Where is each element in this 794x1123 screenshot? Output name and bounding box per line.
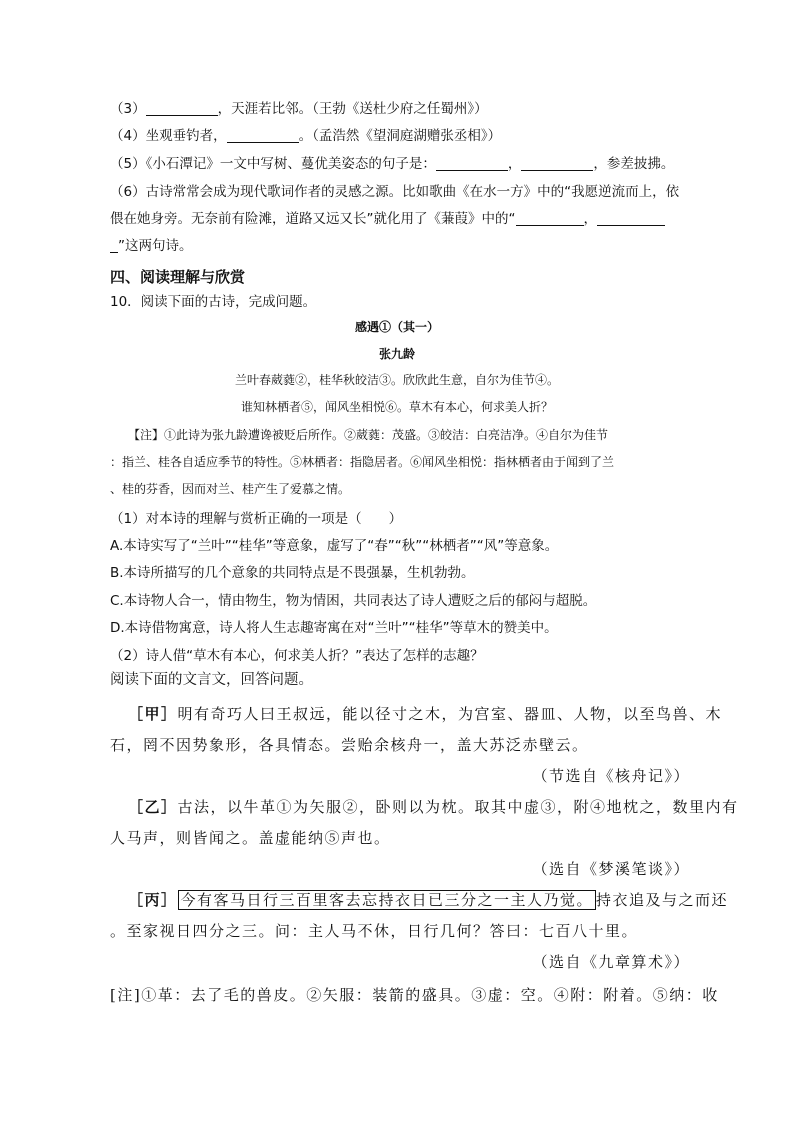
answer-blank[interactable] [227, 128, 299, 143]
passage-yi-text-1: 古法，以牛革①为矢服②，卧则以为枕。取其中虚③，附④地枕之，数里内有 [177, 798, 739, 816]
option-a[interactable]: A.本诗实写了“兰叶”“桂华”等意象，虚写了“春”“秋”“林栖者”“风”等意象。 [110, 538, 559, 554]
passage-bing-source: （选自《九章算术》） [532, 953, 690, 971]
answer-blank[interactable] [146, 101, 218, 116]
passage-jia-line-1 [128, 703, 722, 724]
question-4-text: 。（孟浩然《望洞庭湖赠张丞相》） [298, 128, 502, 144]
question-1-stem: （1）对本诗的理解与赏析正确的一项是（ ） [110, 511, 403, 527]
question-6-end: ”这两句诗。 [118, 238, 193, 254]
question-6-line-2 [110, 207, 665, 227]
answer-blank[interactable] [436, 156, 508, 171]
option-d[interactable]: D.本诗借物寓意，诗人将人生志趣寄寓在对“兰叶”“桂华”等草木的赞美中。 [110, 620, 558, 636]
section-heading: 四、阅读理解与欣赏 [110, 268, 246, 286]
question-5-lead: （5）《小石潭记》一文中写树、蔓优美姿态的句子是： [110, 156, 436, 172]
boxed-sentence: 今有客马日行三百里客去忘持衣日已三分之一主人乃觉。 [178, 890, 597, 910]
poem-note-line-3: 、桂的芬香，因而对兰、桂产生了爱慕之情。 [110, 482, 351, 496]
option-c[interactable]: C.本诗物人合一，情由物生，物为情困，共同表达了诗人遭贬之后的郁闷与超脱。 [110, 593, 597, 609]
answer-blank[interactable] [516, 211, 584, 226]
question-4 [110, 124, 501, 144]
poem-line-1: 兰叶春葳蕤②，桂华秋皎洁③。欣欣此生意，自尔为佳节④。 [234, 373, 559, 387]
question-6-mid: ， [583, 211, 597, 227]
poem-line-2: 谁知林栖者⑤，闻风坐相悦⑥。草木有本心，何求美人折？ [240, 400, 553, 414]
passage-bing-text-1: 持衣追及与之而还 [596, 891, 729, 909]
passage-yi-line-1 [128, 796, 739, 817]
question-3 [110, 97, 488, 117]
poem-title: 感遇①（其一） [354, 320, 439, 334]
question-3-text: ，天涯若比邻。（王勃《送杜少府之任蜀州》） [217, 101, 488, 117]
question-10-intro: 10．阅读下面的古诗，完成问题。 [110, 294, 317, 310]
prose-intro: 阅读下面的文言文，回答问题。 [110, 672, 313, 688]
answer-blank[interactable] [597, 211, 665, 226]
passage-jia-text-1: 明有奇巧人曰王叔远，能以径寸之木，为宫室、器皿、人物，以至鸟兽、木 [177, 705, 723, 723]
poem-note-line-1: 【注】①此诗为张九龄遭谗被贬后所作。②葳蕤：茂盛。③皎洁：白亮洁净。④自尔为佳节 [128, 428, 609, 442]
question-6-lead: 偎在她身旁。无奈前有险滩，道路又远又长”就化用了《蒹葭》中的“ [110, 211, 516, 227]
passage-yi-label: ［乙］ [128, 798, 178, 816]
poem-note-line-2: ：指兰、桂各自适应季节的特性。⑤林栖者：指隐居者。⑥闻风坐相悦：指林栖者由于闻到了兰 [110, 455, 615, 469]
question-5-mid: ， [507, 156, 522, 172]
passage-jia-source: （节选自《核舟记》） [532, 767, 690, 785]
question-6-line-3 [110, 234, 193, 254]
question-6-line-1: （6）古诗常常会成为现代歌词作者的灵感之源。比如歌曲《在水一方》中的“我愿逆流而上，依 [110, 184, 680, 200]
question-4-lead: （4）坐观垂钓者， [110, 128, 227, 144]
passage-yi-source: （选自《梦溪笔谈》） [532, 860, 690, 878]
passage-bing-label: ［丙］ [128, 891, 178, 909]
question-5 [110, 152, 674, 172]
question-2: （2）诗人借“草木有本心，何求美人折？”表达了怎样的志趣？ [110, 648, 484, 664]
passage-yi-line-2: 人马声，则皆闻之。盖虚能纳⑤声也。 [110, 829, 391, 847]
passage-jia-line-2: 石，罔不因势象形，各具情态。尝贻余核舟一，盖大苏泛赤壁云。 [110, 736, 589, 754]
passage-jia-label: ［甲］ [128, 705, 178, 723]
passage-bing-line-1 [128, 889, 728, 910]
option-b[interactable]: B.本诗所描写的几个意象的共同特点是不畏强暴，生机勃勃。 [110, 565, 475, 581]
poem-author: 张九龄 [378, 347, 415, 361]
answer-blank[interactable] [521, 156, 593, 171]
question-3-number: （3） [110, 101, 146, 117]
question-5-text: ，参差披拂。 [593, 156, 675, 172]
prose-annotation: [注]①革：去了毛的兽皮。②矢服：装箭的盛具。③虚：空。④附：附着。⑤纳：收 [110, 986, 719, 1004]
passage-bing-line-2: 。至家视日四分之三。问：主人马不休，日行几何？答曰：七百八十里。 [110, 922, 639, 940]
answer-blank-tail[interactable] [110, 238, 118, 253]
